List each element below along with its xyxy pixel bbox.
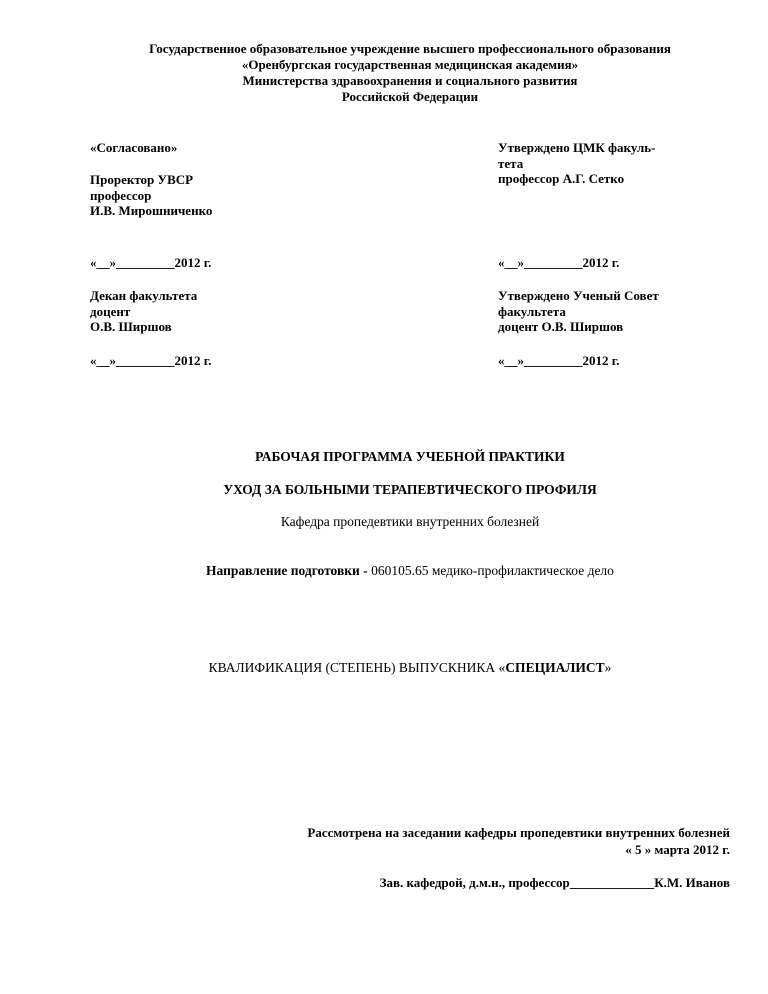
- council-approval-block: [498, 288, 659, 335]
- header-line-2: «Оренбургская государственная медицинская академия»: [241, 57, 579, 72]
- qualification-line: [60, 660, 760, 676]
- qualification-value: СПЕЦИАЛИСТ: [505, 660, 605, 675]
- reviewed-statement: Рассмотрена на заседании кафедры пропедевтики внутренних болезней: [307, 825, 730, 840]
- prorector-rank: профессор: [90, 187, 152, 203]
- institution-header: [60, 41, 760, 105]
- head-signature-line: Зав. кафедрой, д.м.н., профессор_____________К.М. Иванов: [379, 875, 730, 890]
- program-subtitle: УХОД ЗА БОЛЬНЫМИ ТЕРАПЕВТИЧЕСКОГО ПРОФИЛЯ: [223, 482, 597, 497]
- right-date-2: «__»_________2012 г.: [498, 353, 620, 368]
- direction-line: [60, 563, 760, 579]
- cmk-approved-by: профессор А.Г. Сетко: [498, 171, 625, 186]
- left-date-2: «__»_________2012 г.: [90, 353, 212, 368]
- right-date-1: «__»_________2012 г.: [498, 255, 620, 270]
- council-approved-by: доцент О.В. Ширшов: [498, 319, 624, 334]
- qualification-prefix: КВАЛИФИКАЦИЯ (СТЕПЕНЬ) ВЫПУСКНИКА «: [208, 660, 506, 675]
- header-line-4: Российской Федерации: [341, 89, 479, 104]
- dean-rank: доцент: [90, 303, 131, 319]
- department-name: Кафедра пропедевтики внутренних болезней: [280, 514, 540, 529]
- cmk-approval-line-2: тета: [498, 155, 524, 171]
- cmk-approval-block: [498, 140, 656, 187]
- cmk-approval-line-1: Утверждено ЦМК факуль-: [498, 140, 656, 155]
- direction-label: Направление подготовки -: [206, 563, 368, 578]
- review-block: [307, 824, 730, 858]
- agreed-label: «Согласовано»: [90, 140, 178, 155]
- left-date-1: «__»_________2012 г.: [90, 255, 212, 270]
- prorector-block: [90, 172, 212, 219]
- qualification-suffix: »: [604, 660, 612, 675]
- council-approval-line-1: Утверждено Ученый Совет: [498, 288, 659, 303]
- review-date: « 5 » марта 2012 г.: [625, 842, 730, 857]
- header-line-1: Государственное образовательное учреждение высшего профессионального образования: [149, 41, 671, 56]
- program-title: РАБОЧАЯ ПРОГРАММА УЧЕБНОЙ ПРАКТИКИ: [255, 449, 565, 464]
- dean-block: [90, 288, 197, 335]
- dean-title: Декан факультета: [90, 288, 198, 303]
- council-approval-line-2: факультета: [498, 303, 566, 319]
- dean-name: О.В. Ширшов: [90, 319, 172, 334]
- prorector-name: И.В. Мирошниченко: [90, 203, 213, 218]
- prorector-title: Проректор УВСР: [90, 172, 194, 187]
- header-line-3: Министерства здравоохранения и социального развития: [242, 73, 578, 88]
- direction-value: 060105.65 медико-профилактическое дело: [371, 563, 614, 578]
